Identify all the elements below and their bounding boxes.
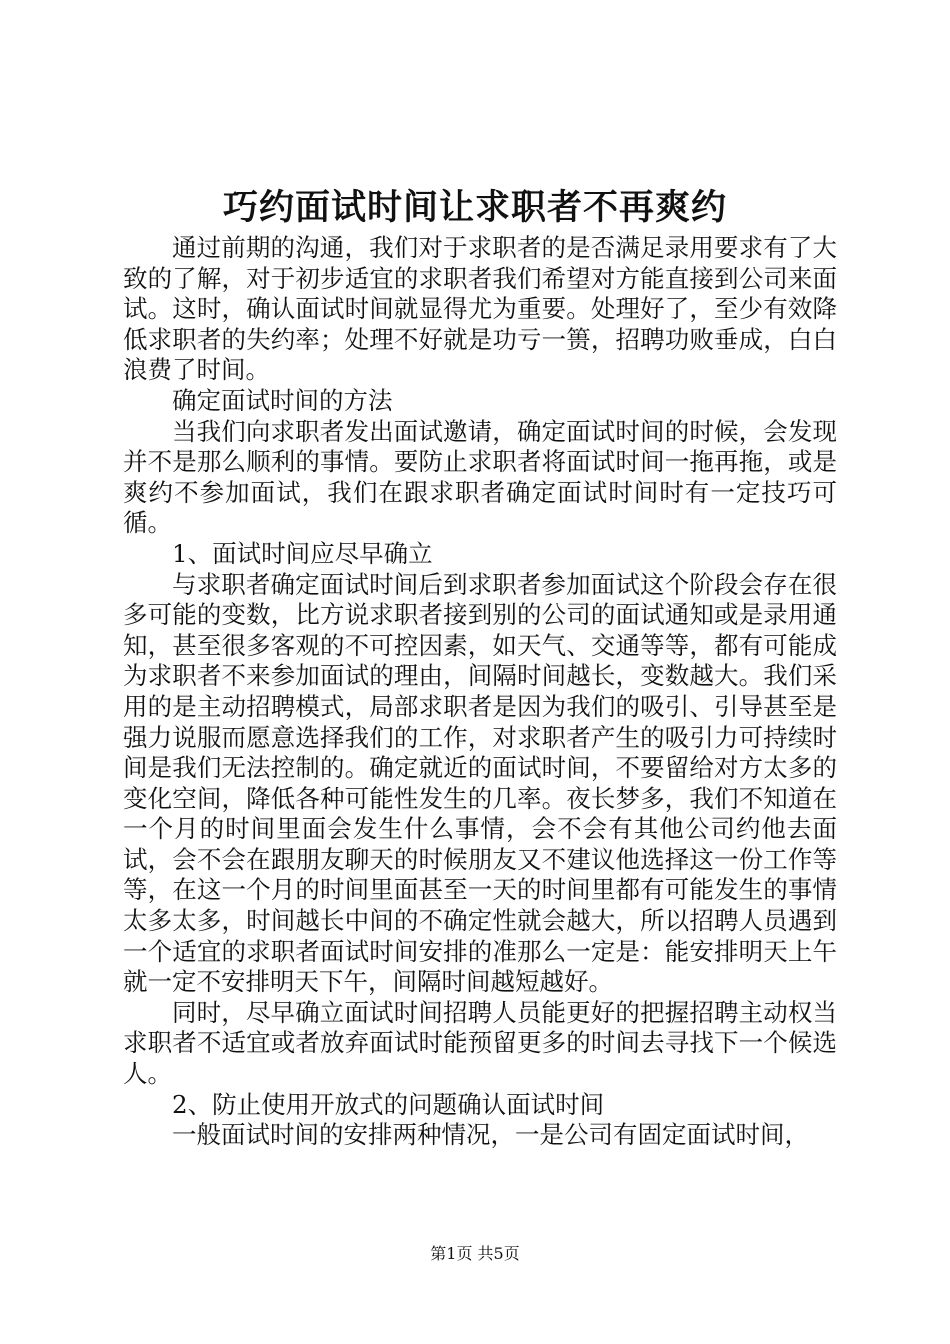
- paragraph: 一般面试时间的安排两种情况，一是公司有固定面试时间，: [172, 1120, 809, 1150]
- document-title: 巧约面试时间让求职者不再爽约: [222, 187, 727, 228]
- document-body: [123, 233, 837, 1151]
- paragraph: 当我们向求职者发出面试邀请，确定面试时间的时候，会发现并不是那么顺利的事情。要防止求职者将面试时间一拖再拖，或是爽约不参加面试，我们在跟求职者确定面试时间时有一定技巧可循。: [123, 416, 837, 538]
- page-number-footer: 第1页 共5页: [430, 1244, 520, 1263]
- paragraph: 同时，尽早确立面试时间招聘人员能更好的把握招聘主动权当求职者不适宜或者放弃面试时能预留更多的时间去寻找下一个候选人。: [123, 997, 837, 1089]
- section-heading: 2、防止使用开放式的问题确认面试时间: [172, 1089, 605, 1119]
- paragraph: 与求职者确定面试时间后到求职者参加面试这个阶段会存在很多可能的变数，比方说求职者接到别的公司的面试通知或是录用通知，甚至很多客观的不可控因素，如天气、交通等等，都有可能成为求职者不来参加面试的理由，间隔时间越长，变数越大。我们采用的是主动招聘模式，局部求职者是因为我们的吸引、引导甚至是强力说服而愿意选择我们的工作，对求职者产生的吸引力可持续时间是我们无法控制的。确定就近的面试时间，不要留给对方太多的变化空间，降低各种可能性发生的几率。夜长梦多，我们不知道在一个月的时间里面会发生什么事情，会不会有其他公司约他去面试，会不会在跟朋友聊天的时候朋友又不建议他选择这一份工作等等，在这一个月的时间里面甚至一天的时间里都有可能发生的事情太多太多，时间越长中间的不确定性就会越大，所以招聘人员遇到一个适宜的求职者面试时间安排的准那么一定是：能安排明天上午就一定不安排明天下午，间隔时间越短越好。: [123, 569, 837, 997]
- section-heading: 1、面试时间应尽早确立: [172, 538, 433, 568]
- paragraph: 通过前期的沟通，我们对于求职者的是否满足录用要求有了大致的了解，对于初步适宜的求职者我们希望对方能直接到公司来面试。这时，确认面试时间就显得尤为重要。处理好了，至少有效降低求职者的失约率；处理不好就是功亏一篑，招聘功败垂成，白白浪费了时间。: [123, 233, 837, 385]
- section-heading: 确定面试时间的方法: [172, 385, 393, 415]
